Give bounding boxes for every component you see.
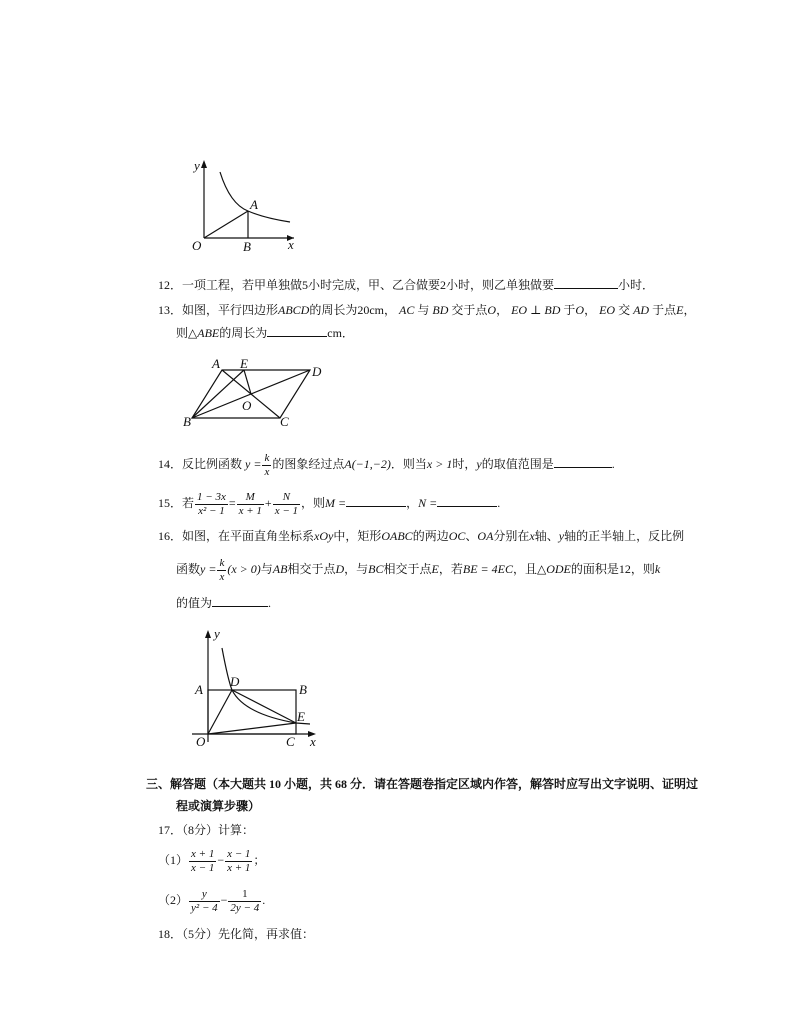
question-17-part2	[158, 884, 265, 916]
q14-text-f: .	[611, 457, 615, 471]
question-17-title	[158, 822, 254, 838]
q14-text-a: 14．反比例函数	[158, 457, 243, 471]
label-y: y	[214, 626, 220, 641]
q13-ac: AC	[399, 303, 415, 317]
q16-l1-d: 、	[465, 529, 478, 543]
question-16-line2	[176, 554, 660, 584]
q16-l1-f: 轴、	[534, 529, 559, 543]
q17-p2-label: （2）	[158, 893, 189, 907]
q15-f2-den: x + 1	[238, 504, 262, 517]
q16-den: x	[219, 570, 225, 583]
q17-p1-label: （1）	[158, 853, 189, 867]
question-14	[158, 449, 615, 479]
q14-num: k	[264, 451, 270, 464]
q13-line2-c: cm．	[327, 326, 354, 340]
q13-text-j: ，	[683, 303, 696, 317]
q16-e: E	[431, 562, 439, 576]
q16-xoy: xOy	[314, 529, 334, 543]
q15-eq: =	[228, 496, 236, 510]
q17-p2-f2-num: 1	[228, 888, 261, 902]
question-12	[158, 276, 654, 293]
label-b: B	[299, 682, 307, 697]
q17-p2-minus: −	[220, 893, 228, 907]
segment-od	[208, 690, 232, 734]
question-18-title	[158, 926, 314, 942]
label-x: x	[310, 734, 316, 749]
q16-l2-f: ，若	[438, 562, 463, 576]
q14-text-e: 的取值范围是	[481, 457, 554, 471]
q16-l2-c: 相交于点	[287, 562, 336, 576]
q16-d: D	[335, 562, 345, 576]
label-a: A	[212, 356, 220, 371]
q16-answer-blank[interactable]	[212, 594, 268, 607]
q13-text-c: 与	[417, 303, 430, 317]
q16-l1-g: 轴的正半轴上，反比例	[564, 529, 685, 543]
q18-title: 18．（5分）先化简，再求值：	[158, 927, 315, 941]
q16-l3-b: .	[268, 596, 272, 610]
q17-p1-f1-num: x + 1	[191, 847, 215, 860]
q13-text-e: ，	[496, 303, 509, 317]
q17-title: 17．（8分）计算：	[158, 823, 255, 837]
q12-text-a: 12．一项工程，若甲单独做5小时完成，甲、乙合做要2小时，则乙单独做要	[158, 278, 555, 292]
q17-p1-fraction-1	[189, 848, 216, 875]
q15-n-blank[interactable]	[437, 494, 497, 507]
q16-k: k	[654, 562, 661, 576]
q16-y-eq: y =	[200, 562, 217, 576]
q15-fraction-2	[237, 491, 264, 518]
q13-line2-a: 则△	[176, 326, 198, 340]
q13-answer-blank[interactable]	[267, 324, 327, 337]
q15-m-eq: M =	[325, 496, 347, 510]
q17-p1-fraction-2	[225, 848, 252, 875]
q15-f3-den: x − 1	[274, 504, 299, 517]
q13-line2-b: 的周长为	[219, 326, 268, 340]
y-axis-arrow-icon	[201, 160, 207, 168]
question-13-line2	[176, 324, 354, 341]
q16-bc: BC	[368, 562, 384, 576]
q13-text-h: 交	[618, 303, 631, 317]
label-c: C	[280, 414, 289, 429]
label-d: D	[312, 364, 322, 379]
q12-answer-blank[interactable]	[554, 276, 618, 289]
label-o: O	[192, 238, 202, 253]
q15-fraction-3	[273, 491, 300, 518]
question-17-part1	[158, 844, 265, 876]
q15-n-eq: N =	[418, 496, 438, 510]
q15-f2-num: M	[237, 491, 264, 505]
q15-plus: +	[264, 496, 272, 510]
q16-l2-h: 的面积是12，则	[570, 562, 655, 576]
q16-l1-a: 16．如图，在平面直角坐标系	[158, 529, 315, 543]
section-3-line2: 程或演算步骤）	[176, 799, 261, 813]
question-16-line3	[176, 594, 271, 611]
q17-p1-minus: −	[217, 853, 225, 867]
q14-den: x	[264, 465, 270, 478]
q17-p2-fraction-2	[228, 888, 261, 915]
q13-abe: ABE	[197, 326, 220, 340]
q14-text-b: 的图象经过点	[272, 457, 345, 471]
section-3-line1: 三、解答题（本大题共 10 小题，共 68 分．请在答题卷指定区域内作答，解答时应写出文字说明、证明过	[146, 777, 699, 791]
segment-oa	[204, 211, 248, 238]
label-o: O	[242, 398, 252, 413]
q17-p1-f2-den: x + 1	[227, 861, 251, 874]
q13-e: E	[676, 303, 684, 317]
q17-p2-fraction-1	[189, 888, 220, 915]
q13-text-d: 交于点	[451, 303, 488, 317]
question-15	[158, 487, 500, 519]
figure-q16-rectangle	[184, 624, 324, 754]
q15-fraction-1	[195, 491, 228, 518]
q14-text-c: ．则当	[390, 457, 427, 471]
q13-text-g: ，	[584, 303, 597, 317]
q16-l2-d: ，与	[344, 562, 369, 576]
q13-bd: BD	[432, 303, 449, 317]
rectangle-oabc	[208, 690, 296, 734]
q13-eo: EO	[599, 303, 616, 317]
section-3-heading	[146, 776, 698, 792]
q13-text-b: 的周长为20cm，	[309, 303, 397, 317]
q16-ode: ODE	[546, 562, 571, 576]
label-e: E	[240, 356, 248, 371]
q16-ab: AB	[272, 562, 288, 576]
label-x: x	[288, 237, 294, 252]
q16-l3-a: 的值为	[176, 596, 213, 610]
q16-l2-a: 函数	[176, 562, 201, 576]
q17-p1-f2-num: x − 1	[227, 847, 251, 860]
q14-text-d: 时，	[452, 457, 477, 471]
q17-p1-end: ；	[253, 853, 266, 867]
label-a: A	[195, 682, 203, 697]
q15-m-blank[interactable]	[346, 494, 406, 507]
y-axis-arrow-icon	[205, 630, 211, 638]
q16-l1-e: 分别在	[493, 529, 530, 543]
q13-ad: AD	[633, 303, 650, 317]
q16-l2-b: 与	[260, 562, 273, 576]
label-c: C	[286, 734, 295, 749]
label-o: O	[196, 734, 206, 749]
label-b: B	[243, 239, 251, 254]
q14-cond: x > 1	[426, 457, 453, 471]
q15-text-a: 15．若	[158, 496, 195, 510]
q16-fraction	[217, 557, 226, 584]
label-b: B	[183, 414, 191, 429]
q15-f1-num: 1 − 3x	[197, 490, 226, 503]
q15-f1-den: x² − 1	[198, 504, 225, 517]
q14-answer-blank[interactable]	[554, 455, 612, 468]
question-13	[158, 302, 695, 318]
q17-p1-f1-den: x − 1	[191, 861, 215, 874]
q17-p2-f1-num: y	[189, 888, 220, 902]
q15-f3-num: N	[273, 491, 300, 505]
q17-p2-f1-den: y² − 4	[191, 901, 218, 914]
label-d: D	[230, 674, 240, 689]
section-3-heading-line2	[176, 798, 260, 814]
q16-be: BE = 4EC	[462, 562, 513, 576]
question-16	[158, 528, 684, 544]
q15-end: .	[497, 496, 501, 510]
figure-q13-parallelogram	[180, 356, 330, 430]
q13-text-i: 于点	[652, 303, 677, 317]
q14-point: A(−1,−2)	[344, 457, 391, 471]
q16-x: x	[529, 529, 535, 543]
q16-cond: (x > 0)	[227, 562, 261, 576]
q13-o: O	[487, 303, 497, 317]
q16-l2-g: ，且△	[512, 562, 547, 576]
q16-l1-b: 中，矩形	[333, 529, 382, 543]
q17-p2-end: .	[262, 893, 266, 907]
q17-p2-f2-den: 2y − 4	[230, 901, 260, 914]
q14-y-eq: y =	[245, 457, 262, 471]
q16-l1-c: 的两边	[412, 529, 449, 543]
q16-y: y	[558, 529, 565, 543]
q15-text-b: ，则	[301, 496, 326, 510]
q15-comma: ，	[406, 496, 419, 510]
q16-oc: OC	[448, 529, 466, 543]
segment-de	[232, 690, 296, 723]
label-y: y	[194, 158, 200, 173]
figure-q12-graph	[186, 152, 306, 256]
q16-num: k	[219, 556, 225, 569]
q16-l2-e: 相交于点	[383, 562, 432, 576]
label-a: A	[250, 197, 258, 212]
q13-eo-perp-bd: EO ⊥ BD	[511, 303, 561, 317]
q12-text-b: 小时．	[618, 278, 655, 292]
q14-y: y	[476, 457, 482, 471]
q16-oabc: OABC	[381, 529, 413, 543]
q13-text-f: 于	[563, 303, 576, 317]
label-e: E	[297, 709, 305, 724]
q14-fraction	[262, 452, 271, 479]
q13-o2: O	[575, 303, 585, 317]
q13-text-a: 13．如图，平行四边形	[158, 303, 279, 317]
q16-oa: OA	[477, 529, 494, 543]
segment-oe	[208, 723, 296, 734]
q13-abcd: ABCD	[278, 303, 310, 317]
